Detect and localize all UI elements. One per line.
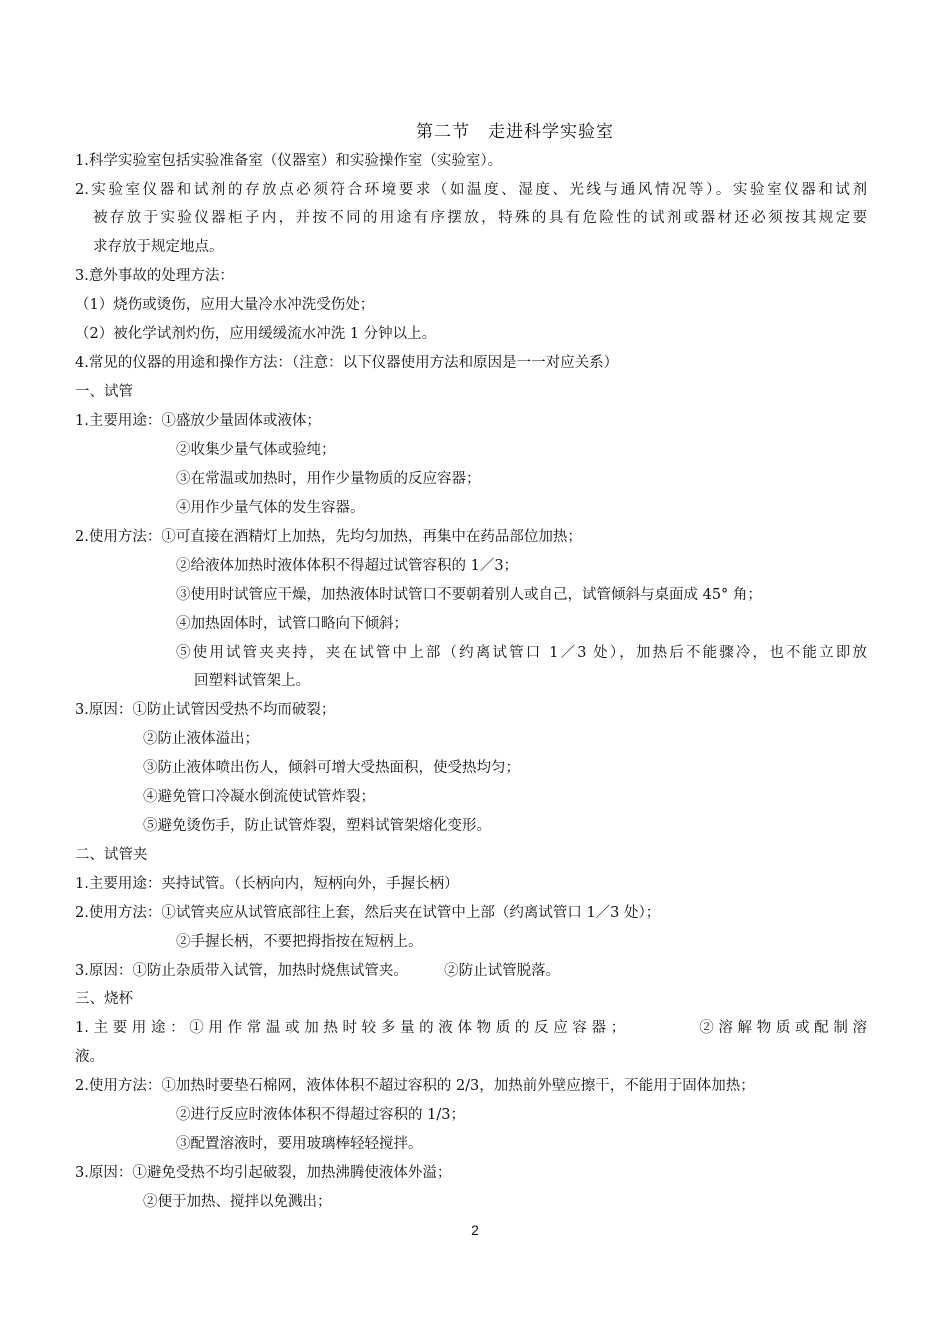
text-line: ②手握长柄，不要把拇指按在短柄上。 <box>176 934 423 950</box>
section-title: 第二节 走进科学实验室 <box>416 122 614 142</box>
text-line: 3.原因：①避免受热不均引起破裂，加热沸腾使液体外溢； <box>75 1165 452 1181</box>
page-number: 2 <box>471 1222 479 1238</box>
text-line: 1.科学实验室包括实验准备室（仪器室）和实验操作室（实验室）。 <box>75 153 503 169</box>
text-line: 被存放于实验仪器柜子内，并按不同的用途有序摆放，特殊的具有危险性的试剂或器材还必须按其规定要 <box>93 210 867 226</box>
text-line: 2.使用方法：①可直接在酒精灯上加热，先均匀加热，再集中在药品部位加热； <box>75 529 582 545</box>
text-line: 1.主要用途：①盛放少量固体或液体； <box>75 413 321 429</box>
text-line: 一、试管 <box>75 384 133 400</box>
text-line: 回塑料试管架上。 <box>194 673 310 689</box>
text-line: 4.常见的仪器的用途和操作方法：（注意：以下仪器使用方法和原因是一一对应关系） <box>75 355 619 371</box>
text-line: 3.意外事故的处理方法： <box>75 268 234 284</box>
text-line: ④避免管口冷凝水倒流使试管炸裂； <box>143 789 375 805</box>
text-line: 液。 <box>75 1049 104 1065</box>
text-line: 3.原因：①防止杂质带入试管，加热时烧焦试管夹。 ②防止试管脱落。 <box>75 963 561 979</box>
text-line: ②进行反应时液体体积不得超过容积的 1/3； <box>176 1107 465 1123</box>
text-line: ⑤避免烫伤手，防止试管炸裂，塑料试管架熔化变形。 <box>143 818 491 834</box>
text-line: 二、试管夹 <box>75 847 148 863</box>
text-line: ③防止液体喷出伤人，倾斜可增大受热面积，使受热均匀； <box>143 760 520 776</box>
text-line: 求存放于规定地点。 <box>93 239 224 255</box>
text-line: ②防止液体溢出； <box>143 731 259 747</box>
text-line: 1.主要用途：夹持试管。（长柄向内，短柄向外，手握长柄） <box>75 876 459 892</box>
text-line: 三、烧杯 <box>75 991 133 1007</box>
text-line: 2.实验室仪器和试剂的存放点必须符合环境要求（如温度、湿度、光线与通风情况等）。实验室仪器和试剂 <box>75 182 867 198</box>
text-line: ③在常温或加热时，用作少量物质的反应容器； <box>176 471 481 487</box>
text-line: ④加热固体时，试管口略向下倾斜； <box>176 616 408 632</box>
text-line: ②收集少量气体或验纯； <box>176 442 336 458</box>
text-line: 3.原因：①防止试管因受热不均而破裂； <box>75 702 336 718</box>
text-line: （1）烧伤或烫伤，应用大量冷水冲洗受伤处； <box>75 297 375 313</box>
text-line: 2.使用方法：①加热时要垫石棉网，液体体积不超过容积的 2/3，加热前外壁应擦干，不能用于固体加热； <box>75 1078 755 1094</box>
text-line: ④用作少量气体的发生容器。 <box>176 500 365 516</box>
text-line: ②便于加热、搅拌以免溅出； <box>143 1194 332 1210</box>
text-line: ⑤使用试管夹夹持，夹在试管中上部（约离试管口 1／3 处），加热后不能骤冷，也不能立即放 <box>176 645 867 661</box>
text-line: （2）被化学试剂灼伤，应用缓缓流水冲洗 1 分钟以上。 <box>75 326 437 342</box>
text-line: ②给液体加热时液体体积不得超过试管容积的 1／3； <box>176 558 519 574</box>
text-line: ③配置溶液时，要用玻璃棒轻轻搅拌。 <box>176 1136 423 1152</box>
text-line: ③使用时试管应干燥，加热液体时试管口不要朝着别人或自己，试管倾斜与桌面成 45° 角； <box>176 587 762 603</box>
text-line: 2.使用方法：①试管夹应从试管底部往上套，然后夹在试管中上部（约离试管口 1／3 处）； <box>75 905 661 921</box>
text-line: 1.主要用途：①用作常温或加热时较多量的液体物质的反应容器； ②溶解物质或配制溶 <box>75 1020 867 1036</box>
